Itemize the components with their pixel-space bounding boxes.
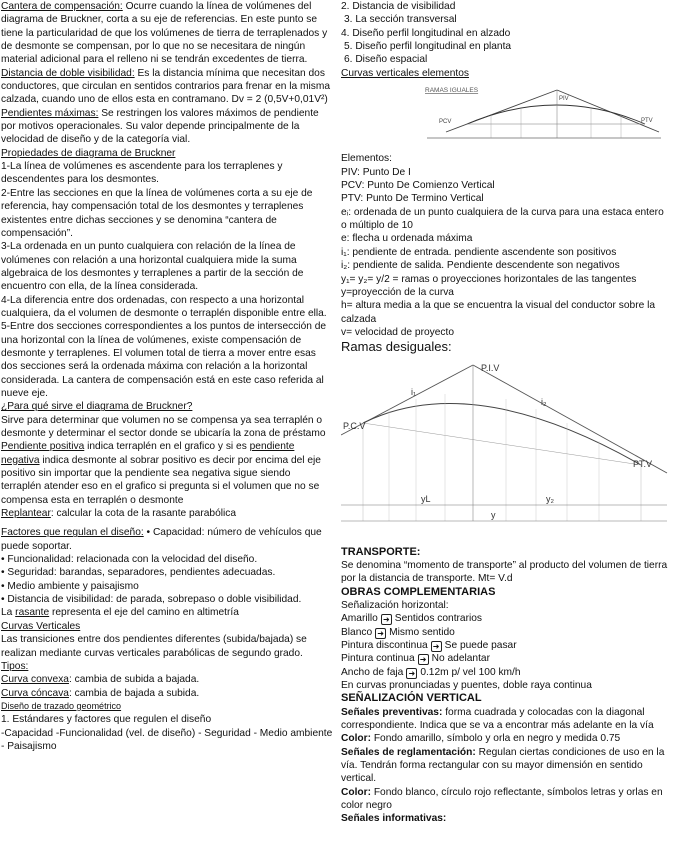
bullet-item: • Distancia de visibilidad: de parada, sobrepaso o doble visibilidad. (1, 594, 302, 606)
list-item: 3. La sección transversal (344, 14, 457, 26)
element-item: PTV: Punto De Termino Vertical (341, 193, 484, 205)
text: Se puede pasar (444, 639, 517, 651)
arrow-right-icon: ➜ (418, 654, 429, 665)
figure-ramas-iguales (341, 80, 671, 148)
term: Color: (341, 786, 371, 798)
paragraph: Las transiciones entre dos pendientes diferentes (subida/bajada) se realizan mediante curvas verticales parabólicas de segundo grado. (1, 634, 307, 659)
pcv-label: P.C.V (343, 421, 366, 432)
piv-label: P.I.V (481, 363, 500, 374)
text: Se restringen los valores máximos de pendiente por motivos operacionales. Su valor depende principalmente de la velocidad de diseño y de la categoría vial. (1, 107, 319, 146)
paragraph-reglamentacion (341, 746, 671, 786)
text: 0.12m p/ vel 100 km/h (420, 666, 521, 678)
y1-label: yL (421, 494, 431, 505)
text: indica terraplén en el grafico y si es (84, 441, 250, 453)
heading-senalizacion-vertical: SEÑALIZACIÓN VERTICAL (341, 692, 482, 705)
list-item: 4-La diferencia entre dos ordenadas, con respecto a una horizontal cualquiera, da el volumen de desmonte o terraplén disponible entre ella. (1, 294, 327, 319)
element-item: eᵢ: ordenada de un punto cualquiera de la curva para una estaca entero o múltiplo de 10 (341, 206, 664, 232)
paragraph: -Capacidad -Funcionalidad (vel. de diseño) - Seguridad - Medio ambiente - Paisajismo (1, 727, 333, 752)
text: representa el eje del camino en altimetría (49, 607, 239, 619)
text: Regulan ciertas condiciones de uso en la vía. Tendrán forma rectangular con su mayor dimensión en sentido vertical. (341, 746, 665, 785)
paragraph-rasante (1, 606, 333, 619)
heading-ramas-desiguales: Ramas desiguales: (341, 339, 452, 355)
arrow-right-icon: ➜ (375, 628, 386, 639)
term: Factores que regulan el diseño: (1, 527, 144, 539)
paragraph-pendientes (1, 107, 333, 147)
tangent-exit (473, 365, 667, 473)
heading-senalizacion-horizontal: Señalización horizontal: (341, 599, 449, 611)
term: pendiente negativa (1, 441, 295, 466)
heading-diseno: Diseño de trazado geométrico (1, 700, 122, 711)
sign-row (341, 666, 671, 679)
paragraph-doble-visibilidad (1, 67, 333, 107)
element-item: PCV: Punto De Comienzo Vertical (341, 180, 495, 192)
paragraph-factores (1, 526, 333, 553)
term: Curva cóncava (1, 687, 69, 699)
list-item: 4. Diseño perfil longitudinal en alzado (341, 27, 511, 39)
text: : cambia de subida a bajada. (68, 674, 200, 686)
term: Cantera de compensación: (1, 1, 123, 12)
list-item: 2-Entre las secciones en que la línea de volúmenes corta a su eje de referencia, hay compensación total de los desmontes y terraplenes existentes entre dichas secciones y se denomina “cantera de compensación”. (1, 187, 313, 239)
tangent-entry (446, 90, 557, 132)
sign-row (341, 612, 671, 625)
text: No adelantar (431, 653, 490, 665)
sign-row (341, 652, 671, 665)
heading-para-que: ¿Para qué sirve el diagrama de Bruckner? (1, 401, 193, 413)
i2-label: i₂ (541, 397, 547, 408)
arrow-right-icon: ➜ (381, 614, 392, 625)
y-label: y (491, 510, 496, 521)
paragraph-convexa (1, 673, 333, 686)
text: Ancho de faja (341, 666, 404, 678)
bullet-item: • Funcionalidad: relacionada con la velocidad del diseño. (1, 554, 258, 566)
term: Replantear (1, 508, 51, 520)
text: : calcular la cota de la rasante parabólica (50, 508, 237, 520)
chord (363, 423, 641, 465)
heading-elementos: Elementos: (341, 153, 392, 165)
heading-tipos: Tipos: (1, 660, 29, 672)
figure-ramas-desiguales (341, 355, 671, 541)
element-item: PIV: Punto De I (341, 166, 411, 178)
list-item: 5. Diseño perfil longitudinal en planta (344, 41, 512, 53)
text: forma cuadrada y colocadas con la diagonal correspondiente. Indica que se va a encontrar más adelante en la vía (341, 706, 654, 732)
figure-title: RAMAS IGUALES (425, 87, 479, 95)
paragraph: Sirve para determinar que volumen no se compensa ya sea terraplén o desmonte y determinar el sector donde se ubicaría la zona de préstamo (1, 414, 326, 439)
text: La (1, 607, 16, 619)
y2-label: y₂ (546, 494, 554, 505)
element-item: e: flecha u ordenada máxima (341, 233, 473, 245)
text: Blanco (341, 626, 373, 638)
element-item: y=proyección de la curva (341, 286, 454, 298)
element-item: i₂: pendiente de salida. Pendiente descendente son negativos (341, 260, 620, 272)
heading-transporte: TRANSPORTE: (341, 545, 421, 558)
paragraph: 1. Estándares y factores que regulen el diseño (1, 714, 212, 726)
list-item: 1-La línea de volúmenes es ascendente para los terraplenes y descendentes para los desmontes. (1, 161, 283, 186)
sign-row (341, 626, 671, 639)
paragraph: En curvas pronunciadas y puentes, doble raya continua (341, 680, 592, 691)
text: Pintura discontinua (341, 639, 428, 651)
i1-label: i₁ (411, 387, 417, 398)
text: indica desmonte al sobrar positivo es decir por encima del eje positivo sin importar que la pendiente sea negativa sigue siendo terraplén atender eso en el grafico si pregunta si el volumen que no se compensa esta en terraplén o desmonte (1, 454, 321, 506)
paragraph-pendiente (1, 440, 333, 507)
paragraph: Se denomina “momento de transporte” al producto del volumen de tierra por la distancia de transporte. Mt= V.d (341, 559, 668, 585)
paragraph-cantera (1, 0, 333, 67)
heading-informativas: Señales informativas: (341, 813, 447, 825)
text: Mismo sentido (389, 626, 455, 638)
element-item: h= altura media a la que se encuentra la visual del conductor sobre la calzada (341, 300, 656, 325)
term: Distancia de doble visibilidad: (1, 67, 135, 79)
bullet-item: • Medio ambiente y paisajismo (1, 580, 139, 592)
arrow-right-icon: ➜ (406, 668, 417, 679)
list-item: 2. Distancia de visibilidad (341, 1, 456, 12)
text: : cambia de bajada a subida. (68, 687, 200, 699)
ptv-label: PT.V (633, 459, 653, 470)
heading-obras: OBRAS COMPLEMENTARIAS (341, 585, 496, 598)
left-column (1, 0, 333, 753)
element-item: i₁: pendiente de entrada. pendiente ascendente son positivos (341, 246, 617, 258)
text: Sentidos contrarios (394, 613, 483, 625)
term: Pendientes máximas: (1, 107, 99, 119)
term: Curva convexa (1, 674, 69, 686)
heading-curvas: Curvas Verticales (1, 620, 81, 632)
term: Color: (341, 733, 371, 745)
arrow-right-icon: ➜ (431, 641, 442, 652)
pcv-label: PCV (439, 119, 452, 126)
heading-propiedades: Propiedades de diagrama de Bruckner (1, 147, 176, 159)
text: Fondo blanco, círculo rojo reflectante, símbolos letras y orlas en color negro (341, 786, 663, 812)
vertical-curve (363, 404, 641, 465)
vertical-curve (467, 105, 645, 124)
text: • Capacidad: número de vehículos que puede soportar. (1, 527, 322, 552)
text: Amarillo (341, 613, 378, 625)
piv-label: PIV (559, 96, 569, 103)
term: rasante (15, 607, 50, 619)
heading-curvas-elementos: Curvas verticales elementos (341, 67, 469, 79)
ptv-label: PTV (641, 118, 653, 125)
term: Señales preventivas: (341, 706, 443, 718)
right-column (341, 0, 671, 826)
bullet-item: • Seguridad: barandas, separadores, pendientes adecuadas. (1, 567, 276, 579)
paragraph-concava (1, 687, 333, 700)
term: Pendiente positiva (1, 441, 85, 453)
text: Ocurre cuando la línea de volúmenes del diagrama de Bruckner, corta a su eje de referencias. En este punto se tiene la particularidad de que los volúmenes de tierra de terraplenados y de desmonte se compensan, por lo que no se necesitara de ningún material adicional para el relleno ni se tendrán excedentes de tierra. (1, 1, 328, 66)
sign-row (341, 639, 671, 652)
paragraph-color (341, 786, 671, 813)
term: Señales de reglamentación: (341, 746, 476, 758)
paragraph-replantear (1, 507, 333, 520)
text: Pintura continua (341, 653, 415, 665)
element-item: y₁= y₂= y/2 = ramas o proyecciones horizontales de las tangentes (341, 273, 637, 285)
list-item: 3-La ordenada en un punto cualquiera con relación de la línea de volúmenes con relación a una horizontal cualquiera mide la suma algebraica de los desmontes y terraplenes a partir de la sección de encuentro con ella, de la línea considerada. (1, 241, 304, 293)
list-item: 5-Entre dos secciones correspondientes a los puntos de intersección de una horizontal con la línea de volúmenes, existe compensación de desmonte y terraplenes. El volumen total de tierra a mover entre esas dos secciones será la ordenada máxima con relación a la horizontal considerada. La cantera de compensación está en este caso referida al nueve eje. (1, 321, 327, 399)
list-item: 6. Diseño espacial (344, 54, 428, 66)
paragraph-preventivas (341, 706, 671, 746)
text: Fondo amarillo, símbolo y orla en negro y medida 0.75 (371, 733, 621, 745)
element-item: v= velocidad de proyecto (341, 326, 454, 338)
text: Es la distancia mínima que necesitan dos conductores, que circulan en sentidos contrarios para frenar en la misma calzada, cuando uno de ellos esta en contramano. Dv = 2 (0,5V+0,01V²) (1, 67, 330, 106)
